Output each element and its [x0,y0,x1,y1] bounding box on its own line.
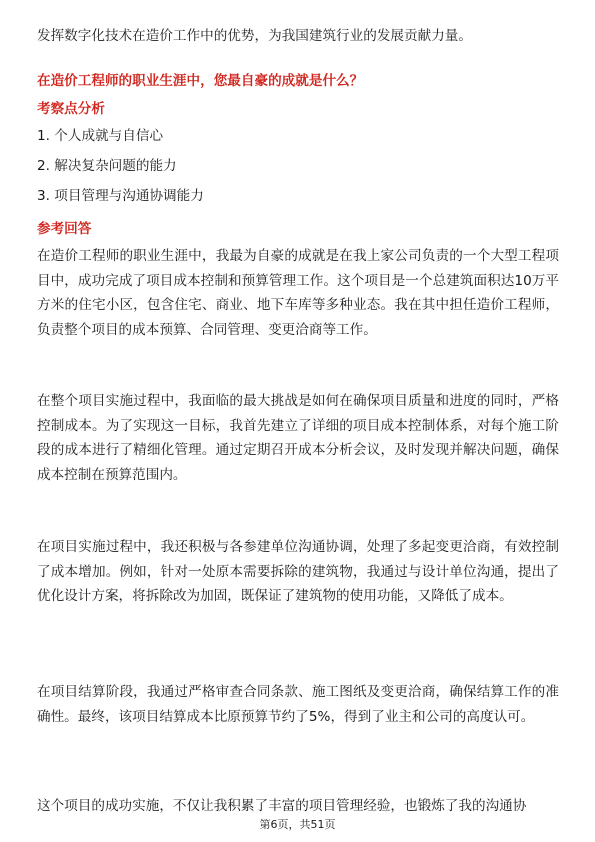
analysis-point: 3. 项目管理与沟通协调能力 [37,188,204,204]
intro-line: 发挥数字化技术在造价工作中的优势，为我国建筑行业的发展贡献力量。 [37,28,472,44]
analysis-point: 1. 个人成就与自信心 [37,128,164,144]
answer-paragraph: 这个项目的成功实施，不仅让我积累了丰富的项目管理经验，也锻炼了我的沟通协 [37,798,527,814]
analysis-point: 2. 解决复杂问题的能力 [37,158,177,174]
answer-heading: 参考回答 [37,221,92,237]
page-number: 第6页，共51页 [259,818,336,831]
answer-paragraph: 在造价工程师的职业生涯中，我最为自豪的成就是在我上家公司负责的一个大型工程项目中，成功完成了项目成本控制和预算管理工作。这个项目是一个总建筑面积达10万平方米的住宅小区，包含住宅、商业、地下车库等多种业态。我在其中担任造价工程师，负责整个项目的成本预算、合同管理、变更洽商等工作。 [37,248,559,338]
interview-question: 在造价工程师的职业生涯中，您最自豪的成就是什么？ [37,73,364,89]
answer-paragraph: 在整个项目实施过程中，我面临的最大挑战是如何在确保项目质量和进度的同时，严格控制成本。为了实现这一目标，我首先建立了详细的项目成本控制体系，对每个施工阶段的成本进行了精细化管理。通过定期召开成本分析会议，及时发现并解决问题，确保成本控制在预算范围内。 [37,393,559,483]
analysis-heading: 考察点分析 [37,101,105,117]
answer-paragraph: 在项目实施过程中，我还积极与各参建单位沟通协调，处理了多起变更洽商，有效控制了成本增加。例如，针对一处原本需要拆除的建筑物，我通过与设计单位沟通，提出了优化设计方案，将拆除改为加固，既保证了建筑物的使用功能，又降低了成本。 [37,539,559,604]
answer-paragraph: 在项目结算阶段，我通过严格审查合同条款、施工图纸及变更洽商，确保结算工作的准确性。最终，该项目结算成本比原预算节约了5%，得到了业主和公司的高度认可。 [37,684,559,725]
